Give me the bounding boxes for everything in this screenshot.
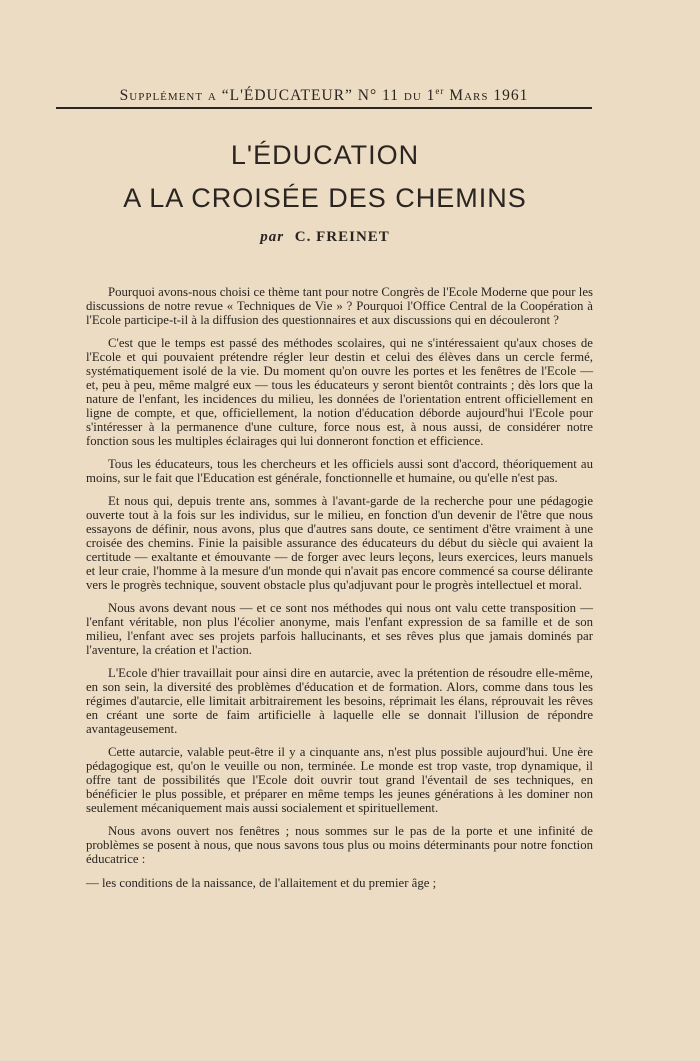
issue-number: 11 xyxy=(382,87,400,105)
paragraph: Cette autarcie, valable peut-être il y a cinquante ans, n'est plus possible aujourd'hui. Une ère pédagogique est, qu'on le veuille ou non, terminée. Le monde est trop vaste, trop dynamique, il offre tant de possibilités que l'Ecole doit ouvrir tout grand l'éventail de ses techniques, en bénéficier le plus possible, et préparer en même temps les jeunes générations à les dominer non seulement mécaniquement mais aussi socialement et spirituellement. xyxy=(86,745,593,815)
paragraph: Nous avons ouvert nos fenêtres ; nous sommes sur le pas de la porte et une infinité de problèmes se posent à nous, que nous savons tous plus ou moins déterminants pour notre fonction éducatrice : xyxy=(86,824,593,867)
number-label: N° xyxy=(357,87,378,105)
title-line-2: A LA CROISÉE DES CHEMINS xyxy=(123,183,527,213)
article-body xyxy=(86,286,593,900)
supplement-label: Supplément a xyxy=(119,87,217,105)
issue-day-number: 1 xyxy=(426,87,436,105)
paragraph: Pourquoi avons-nous choisi ce thème tant pour notre Congrès de l'Ecole Moderne que pour les discussions de notre revue « Techniques de Vie » ? Pourquoi l'Office Central de la Coopération à l'Ecole participe-t-il à la diffusion des questionnaires et aux discussions qui en découleront ? xyxy=(86,285,593,327)
supplement-header xyxy=(56,86,592,105)
title-line-1: L'ÉDUCATION xyxy=(230,140,420,170)
issue-year: 1961 xyxy=(493,87,529,105)
list-item: — les conditions de la naissance, de l'allaitement et du premier âge ; xyxy=(86,875,437,890)
issue-day xyxy=(427,87,445,104)
byline xyxy=(0,229,650,246)
issue-month: Mars xyxy=(449,87,489,105)
journal-name: “L'ÉDUCATEUR” xyxy=(221,87,353,105)
paragraph: Tous les éducateurs, tous les chercheurs et les officiels aussi sont d'accord, théoriquement au moins, sur le fait que l'Education est générale, fonctionnelle et humaine, ou qu'elle n'est pas. xyxy=(86,456,593,485)
author-name: C. FREINET xyxy=(294,229,390,245)
paragraph: C'est que le temps est passé des méthodes scolaires, qui ne s'intéressaient qu'aux choses de l'Ecole et qui pouvaient prétendre régler leur destin et celui des élèves dans un cercle fermé, systématiquement isolé de la vie. Du moment qu'on ouvre les portes et les fenêtres de l'Ecole — et, peu à peu, même malgré eux — tous les éducateurs y seront bientôt contraints ; dès lors que la nature de l'enfant, les incidences du milieu, les données de l'orientation entrent officiellement en ligne de compte, et que, officiellement, la notion d'éducation déborde aujourd'hui l'Ecole pour s'intéresser à la permanence d'une culture, force nous est, à nous aussi, de considérer notre fonction sous les multiples éclairages qui lui donneront fonction et efficience. xyxy=(86,336,593,448)
paragraph: Nous avons devant nous — et ce sont nos méthodes qui nous ont valu cette transposition — l'enfant véritable, non plus l'écolier anonyme, mais l'enfant expression de sa famille et de son milieu, l'enfant avec ses projets parfois hallucinants, et ses rêves plus que jamais dominés par l'aventure, la création et l'action. xyxy=(86,601,593,657)
issue-day-suffix: er xyxy=(435,86,445,96)
paragraph: L'Ecole d'hier travaillait pour ainsi dire en autarcie, avec la prétention de résoudre elle-même, en son sein, la diversité des problèmes d'éducation et de formation. Alors, comme dans tous les régimes d'autarcie, elle limitait arbitrairement les besoins, réprimait les élans, réprouvait les rêves en créant une sorte de faim artificielle à laquelle elle se donnait l'illusion de répondre avantageusement. xyxy=(86,666,593,736)
header-rule xyxy=(56,107,592,109)
byline-par: par xyxy=(260,229,285,245)
du-label: du xyxy=(403,87,422,105)
paragraph: Et nous qui, depuis trente ans, sommes à l'avant-garde de la recherche pour une pédagogie ouverte tout à la fois sur les individus, sur le milieu, en fonction d'un devenir de l'être que nous essayons de définir, nous avons, plus que d'autres sans doute, ce sentiment d'être vraiment à une croisée des chemins. Finie la paisible assurance des éducateurs du début du siècle qui avaient la certitude — exaltante et émouvante — de forger avec leurs leçons, leurs exercices, leurs manuels et leur craie, l'homme à la mesure d'un monde qui n'avait pas encore commencé sa course délirante vers le progrès technique, souvent obstacle plus qu'adjuvant pour le progrès intellectuel et moral. xyxy=(86,494,593,592)
